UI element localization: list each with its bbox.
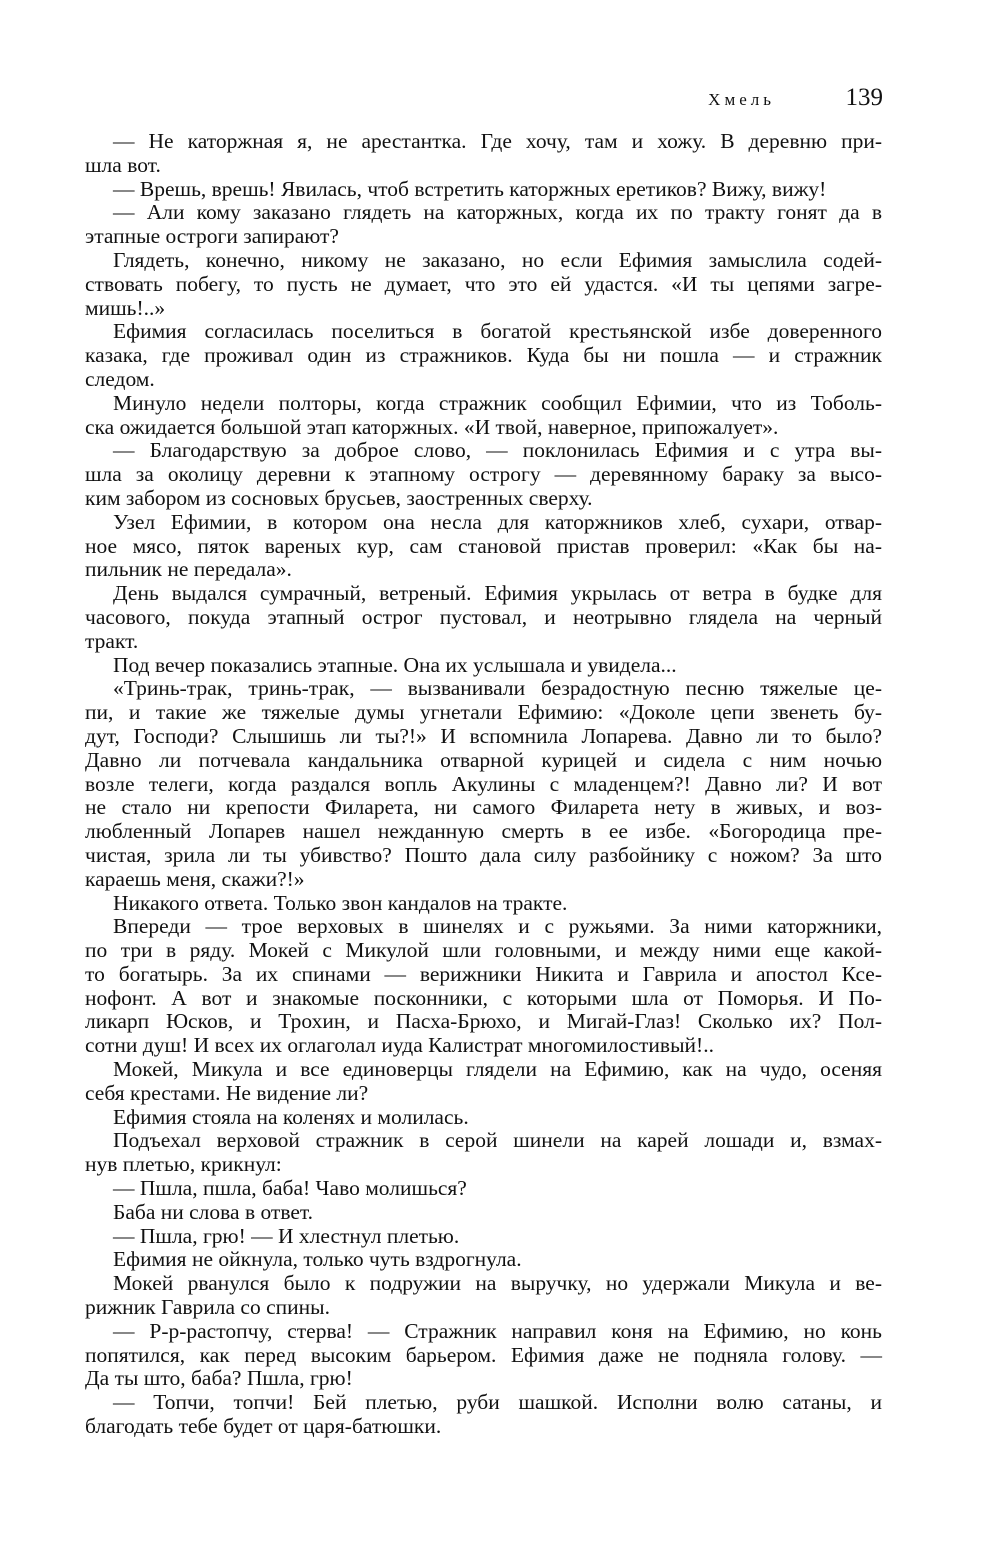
paragraph	[85, 654, 882, 678]
text-line: шла вот.	[85, 152, 161, 177]
text-line: дут, Господи? Слышишь ли ты?!» И вспомнила Лопарева. Давно ли то было?	[85, 723, 882, 748]
text-line: шла за околицу деревни к этапному острогу — деревянному бараку за высо-	[85, 462, 882, 487]
paragraph	[85, 439, 882, 510]
text-line: по три в ряду. Мокей с Микулой шли головными, и между ними еще какой-	[85, 938, 882, 963]
text-line: — Али кому заказано глядеть на каторжных, когда их по тракту гонят да в	[113, 200, 882, 225]
text-line: то богатырь. За их спинами — верижники Никита и Гаврила и апостол Ксе-	[85, 961, 882, 986]
text-line: часового, покуда этапный острог пустовал, и неотрывно глядела на черный	[85, 604, 882, 629]
running-header	[600, 84, 883, 114]
paragraph	[85, 1320, 882, 1391]
text-line: казака, где проживал один из стражников. Куда бы ни пошла — и стражник	[85, 343, 882, 368]
text-line: не стало ни крепости Филарета, ни самого Филарета нету в живых, и воз-	[85, 795, 882, 820]
text-line: благодать тебе будет от царя-батюшки.	[85, 1414, 442, 1439]
text-line: рижник Гаврила со спины.	[85, 1295, 330, 1320]
paragraph	[85, 201, 882, 249]
text-line: Мокей рванулся было к подружии на выручку, но удержали Микула и ве-	[113, 1271, 882, 1296]
paragraph	[85, 1225, 882, 1249]
text-line: попятился, как перед высоким барьером. Ефимия даже не подняла голову. —	[85, 1342, 882, 1367]
paragraph	[85, 249, 882, 320]
paragraph	[85, 511, 882, 582]
paragraph	[85, 677, 882, 891]
paragraph	[85, 392, 882, 440]
text-line: Ефимия стояла на коленях и молилась.	[113, 1104, 469, 1129]
paragraph	[85, 1248, 882, 1272]
text-line: Узел Ефимии, в котором она несла для каторжников хлеб, сухари, отвар-	[113, 509, 882, 534]
paragraph	[85, 1058, 882, 1106]
text-line: ликарп Юсков, и Трохин, и Пасха-Брюхо, и Мигай-Глаз! Сколько их? Пол-	[85, 1009, 882, 1034]
text-line: Давно ли потчевала кандальника отварной курицей и сидела с ним ночью	[85, 747, 882, 772]
text-line: ким забором из сосновых брусьев, заостренных сверху.	[85, 485, 593, 510]
text-line: пи, и такие же тяжелые думы угнетали Ефимию: «Доколе цепи звенеть бу-	[85, 700, 882, 725]
text-line: караешь меня, скажи?!»	[85, 866, 305, 891]
text-line: Подъехал верховой стражник в серой шинели на карей лошади и, взмах-	[113, 1128, 882, 1153]
text-line: тракт.	[85, 628, 139, 653]
text-line: нофонт. А вот и знакомые посконники, с которыми шла от Поморья. И По-	[85, 985, 882, 1010]
text-line: Мокей, Микула и все единоверцы глядели на Ефимию, как на чудо, осеняя	[113, 1057, 882, 1082]
text-line: ска ожидается большой этап каторжных. «И твой, наверное, припожалует».	[85, 414, 779, 439]
text-line: себя крестами. Не видение ли?	[85, 1080, 369, 1105]
body-text	[85, 130, 882, 1439]
text-line: Баба ни слова в ответ.	[113, 1199, 314, 1224]
text-line: пильник не передала».	[85, 557, 292, 582]
paragraph	[85, 1129, 882, 1177]
text-line: Глядеть, конечно, никому не заказано, но если Ефимия замыслила содей-	[113, 247, 882, 272]
text-line: Ефимия согласилась поселиться в богатой крестьянской избе доверенного	[113, 319, 882, 344]
text-line: День выдался сумрачный, ветреный. Ефимия укрылась от ветра в будке для	[113, 581, 882, 606]
text-line: чистая, зрила ли ты убивство? Пошто дала силу разбойнику с ножом? За што	[85, 842, 882, 867]
paragraph	[85, 320, 882, 391]
text-line: ствовать побегу, то пусть не думает, что это ей удастся. «И ты цепями загре-	[85, 271, 882, 296]
text-line: — Пшла, грю! — И хлестнул плетью.	[113, 1223, 460, 1248]
text-line: следом.	[85, 366, 155, 391]
paragraph	[85, 1106, 882, 1130]
text-line: возле телеги, когда раздался вопль Акулины с младенцем?! Давно ли? И вот	[85, 771, 882, 796]
text-line: — Топчи, топчи! Бей плетью, руби шашкой. Исполни волю сатаны, и	[113, 1390, 882, 1415]
text-line: Да ты што, баба? Пшла, грю!	[85, 1366, 353, 1391]
text-line: Ефимия не ойкнула, только чуть вздрогнула.	[113, 1247, 522, 1272]
text-line: Под вечер показались этапные. Она их услышала и увидела...	[113, 652, 677, 677]
paragraph	[85, 1177, 882, 1201]
text-line: Впереди — трое верховых в шинелях и с ружьями. За ними каторжники,	[113, 914, 882, 939]
text-line: мишь!..»	[85, 295, 166, 320]
paragraph	[85, 892, 882, 916]
text-line: — Благодарствую за доброе слово, — поклонилась Ефимия и с утра вы-	[113, 438, 882, 463]
paragraph	[85, 582, 882, 653]
text-line: — Р-р-растопчу, стерва! — Стражник направил коня на Ефимию, но конь	[113, 1318, 882, 1343]
text-line: любленный Лопарев нашел нежданную смерть в ее избе. «Богородица пре-	[85, 819, 882, 844]
text-line: — Не каторжная я, не арестантка. Где хочу, там и хожу. В деревню при-	[113, 129, 882, 153]
text-line: «Тринь-трак, тринь-трак, — вызванивали безрадостную песню тяжелые це-	[113, 676, 882, 701]
text-line: Минуло недели полторы, когда стражник сообщил Ефимии, что из Тоболь-	[113, 390, 882, 415]
text-line: этапные остроги запирают?	[85, 224, 339, 249]
paragraph	[85, 178, 882, 202]
text-line: сотни душ! И всех их оглаголал иуда Калистрат многомилостивый!..	[85, 1033, 714, 1058]
text-line: Никакого ответа. Только звон кандалов на тракте.	[113, 890, 568, 915]
paragraph	[85, 1391, 882, 1439]
paragraph	[85, 1201, 882, 1225]
text-line: — Врешь, врешь! Явилась, чтоб встретить каторжных еретиков? Вижу, вижу!	[113, 176, 827, 201]
paragraph	[85, 1272, 882, 1320]
page-number: 139	[845, 84, 883, 111]
running-title: Хмель	[708, 90, 775, 109]
text-line: нув плетью, крикнул:	[85, 1152, 282, 1177]
text-line: — Пшла, пшла, баба! Чаво молишься?	[113, 1176, 467, 1201]
paragraph	[85, 915, 882, 1058]
text-line: ное мясо, пяток вареных кур, сам становой пристав проверил: «Как бы на-	[85, 533, 882, 558]
paragraph	[85, 130, 882, 178]
